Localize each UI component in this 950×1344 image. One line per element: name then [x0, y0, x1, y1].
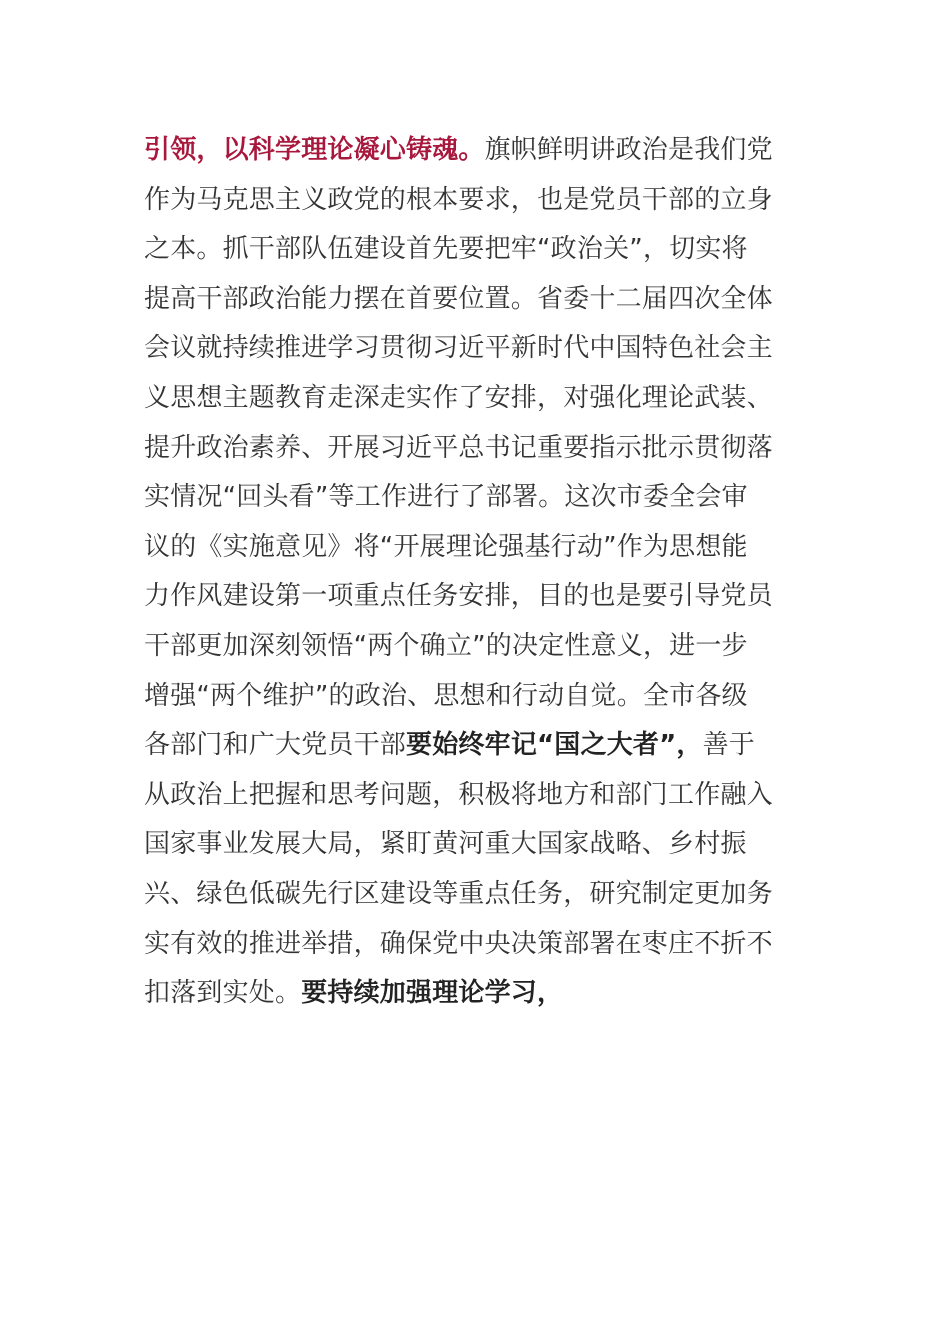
text-segment: 各部门和广大党员干部 — [144, 730, 407, 761]
text-segment: 作为马克思主义政党的根本要求，也是党员干部的立身 — [144, 184, 773, 215]
text-line — [144, 721, 810, 771]
text-line — [144, 324, 810, 374]
text-line — [144, 820, 810, 870]
text-line — [144, 572, 810, 622]
text-segment: 从政治上把握和思考问题，积极将地方和部门工作融入 — [144, 779, 773, 810]
text-segment: 实情况“回头看”等工作进行了部署。这次市委全会审 — [144, 482, 748, 513]
body-paragraph — [144, 126, 810, 1019]
text-segment: 议的《实施意见》将“开展理论强基行动”作为思想能 — [144, 531, 748, 562]
section-heading-highlight: 引领，以科学理论凝心铸魂。 — [144, 135, 485, 165]
text-segment: 扣落到实处。 — [144, 978, 302, 1009]
text-segment: 会议就持续推进学习贯彻习近平新时代中国特色社会主 — [144, 333, 773, 364]
text-line — [144, 473, 810, 523]
text-line — [144, 126, 810, 176]
text-segment: 义思想主题教育走深走实作了安排，对强化理论武装、 — [144, 382, 773, 413]
text-line — [144, 622, 810, 672]
text-segment: 之本。抓干部队伍建设首先要把牢“政治关”，切实将 — [144, 234, 748, 265]
text-segment: 国家事业发展大局，紧盯黄河重大国家战略、乡村振 — [144, 829, 747, 860]
text-segment: 善于 — [702, 730, 755, 761]
text-segment: 旗帜鲜明讲政治是我们党 — [484, 135, 773, 165]
bold-emphasis: 要持续加强理论学习， — [301, 978, 564, 1009]
text-segment: 提高干部政治能力摆在首要位置。省委十二届四次全体 — [144, 283, 773, 314]
text-line — [144, 870, 810, 920]
text-segment: 干部更加深刻领悟“两个确立”的决定性意义，进一步 — [144, 630, 748, 661]
text-line — [144, 225, 810, 275]
text-segment: 实有效的推进举措，确保党中央决策部署在枣庄不折不 — [144, 928, 773, 959]
text-line — [144, 771, 810, 821]
text-line — [144, 424, 810, 474]
text-line — [144, 374, 810, 424]
text-segment: 力作风建设第一项重点任务安排，目的也是要引导党员 — [144, 581, 773, 612]
text-line — [144, 969, 810, 1019]
text-line — [144, 275, 810, 325]
text-segment: 提升政治素养、开展习近平总书记重要指示批示贯彻落 — [144, 432, 773, 463]
bold-emphasis: 要始终牢记“国之大者”， — [406, 730, 703, 761]
text-line — [144, 920, 810, 970]
text-segment: 增强“两个维护”的政治、思想和行动自觉。全市各级 — [144, 680, 748, 711]
text-segment: 兴、绿色低碳先行区建设等重点任务，研究制定更加务 — [144, 878, 773, 909]
text-line — [144, 176, 810, 226]
text-line — [144, 523, 810, 573]
text-line — [144, 672, 810, 722]
